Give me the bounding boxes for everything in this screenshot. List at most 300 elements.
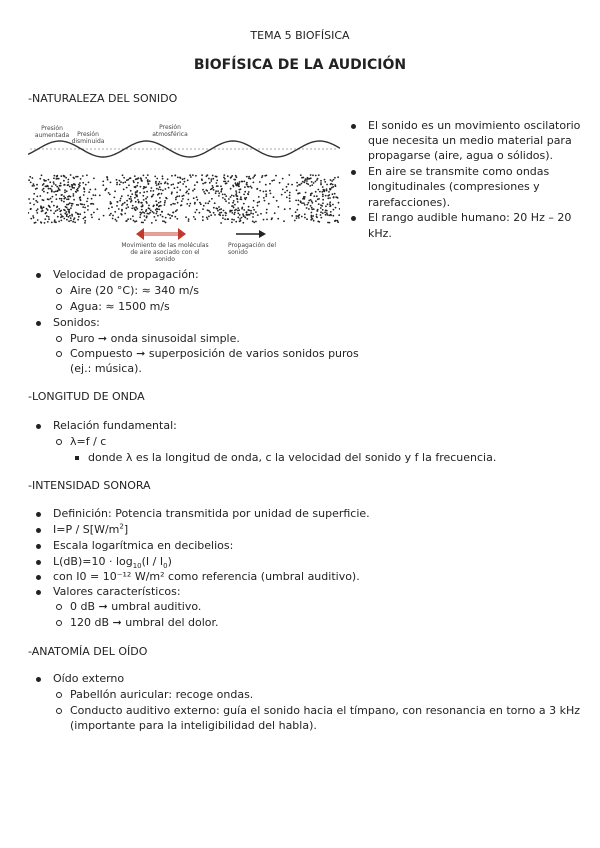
molecule-dot: [206, 190, 208, 192]
molecule-dot: [221, 188, 223, 190]
molecule-dot: [248, 206, 250, 208]
molecule-dot: [327, 203, 329, 205]
molecule-dot: [270, 193, 272, 195]
molecule-dot: [151, 195, 153, 197]
molecule-dot: [215, 176, 217, 178]
molecule-dot: [37, 219, 39, 221]
molecule-dot: [328, 215, 330, 217]
molecule-dot: [289, 208, 291, 210]
molecule-dot: [213, 207, 215, 209]
molecule-dot: [63, 195, 65, 197]
molecule-dot: [260, 213, 262, 215]
label-line: de aire asociado con el sonido: [130, 249, 200, 263]
molecule-dot: [133, 181, 135, 183]
molecule-dot: [177, 177, 179, 179]
molecule-dot: [88, 182, 90, 184]
molecule-dot: [116, 220, 118, 222]
molecule-dot: [41, 174, 43, 176]
molecule-dot: [296, 189, 298, 191]
molecule-dot: [53, 212, 55, 214]
molecule-dot: [308, 208, 310, 210]
molecule-dot: [150, 210, 152, 212]
list-item-definicion: Definición: Potencia transmitida por unidad de superficie.: [53, 507, 370, 520]
molecule-dot: [155, 181, 157, 183]
molecule-dot: [231, 219, 233, 221]
molecule-dot: [310, 205, 312, 207]
molecule-dot: [300, 200, 302, 202]
molecule-dot: [140, 186, 142, 188]
molecule-dot: [239, 214, 241, 216]
molecule-dot: [153, 212, 155, 214]
molecule-dot: [143, 175, 145, 177]
molecule-dot: [32, 215, 34, 217]
molecule-dot: [185, 192, 187, 194]
molecule-dot: [332, 215, 334, 217]
molecule-dot: [237, 212, 239, 214]
molecule-dot: [204, 193, 206, 195]
molecule-dot: [80, 178, 82, 180]
molecule-dot: [117, 216, 119, 218]
molecule-dot: [179, 189, 181, 191]
molecule-dot: [316, 195, 318, 197]
molecule-dot: [44, 222, 46, 224]
molecule-dot: [92, 194, 94, 196]
molecule-dot: [266, 219, 268, 221]
molecule-dot: [119, 184, 121, 186]
molecule-dot: [84, 222, 86, 224]
molecule-dot: [227, 218, 229, 220]
molecule-dot: [294, 220, 296, 222]
molecule-dot: [257, 202, 259, 204]
molecule-dot: [330, 188, 332, 190]
molecule-dot: [265, 184, 267, 186]
molecule-dot: [304, 180, 306, 182]
molecule-dot: [305, 178, 307, 180]
molecule-dot: [269, 190, 271, 192]
molecule-dot: [79, 213, 81, 215]
molecule-dot: [59, 185, 61, 187]
molecule-dot: [78, 213, 80, 215]
molecule-dot: [142, 204, 144, 206]
molecule-dot: [222, 217, 224, 219]
molecule-dot: [212, 178, 214, 180]
right-bullet-1-line-1: El sonido es un movimiento oscilatorio: [368, 119, 581, 132]
molecule-dot: [123, 189, 125, 191]
molecule-dot: [77, 188, 79, 190]
molecule-dot: [224, 218, 226, 220]
molecule-dot: [298, 184, 300, 186]
molecule-dot: [112, 215, 114, 217]
molecule-dot: [54, 219, 56, 221]
molecule-dot: [273, 179, 275, 181]
molecule-dot: [218, 195, 220, 197]
molecule-dot: [338, 202, 340, 204]
list-item-pabellon: Pabellón auricular: recoge ondas.: [70, 688, 254, 701]
molecule-dot: [313, 208, 315, 210]
molecule-dot: [246, 176, 248, 178]
molecule-dot: [58, 187, 60, 189]
molecule-dot: [86, 174, 88, 176]
right-bullet-1-line-2: que necesita un medio material para: [368, 134, 572, 147]
molecule-dot: [145, 186, 147, 188]
molecule-dot: [244, 191, 246, 193]
molecule-dot: [333, 196, 335, 198]
molecule-dot: [194, 218, 196, 220]
molecule-dot: [68, 212, 70, 214]
molecule-dot: [66, 198, 68, 200]
molecule-dot: [174, 187, 176, 189]
molecule-dot: [246, 211, 248, 213]
molecule-dot: [322, 209, 324, 211]
molecule-dot: [282, 178, 284, 180]
molecule-dot: [320, 182, 322, 184]
molecule-dot: [143, 186, 145, 188]
molecule-dot: [43, 191, 45, 193]
molecule-dot: [321, 205, 323, 207]
molecule-dot: [40, 221, 42, 223]
molecule-dot: [274, 212, 276, 214]
molecule-dot: [188, 193, 190, 195]
molecule-dot: [33, 193, 35, 195]
molecule-dot: [113, 197, 115, 199]
molecule-dot: [209, 182, 211, 184]
molecule-dot: [43, 179, 45, 181]
molecule-dot: [53, 205, 55, 207]
molecule-dot: [296, 209, 298, 211]
molecule-dot: [56, 206, 58, 208]
molecule-motion-arrow: [136, 228, 186, 240]
molecule-dot: [224, 194, 226, 196]
molecule-dot: [165, 217, 167, 219]
section-heading-anatomia: -ANATOMÍA DEL OÍDO: [28, 645, 148, 658]
molecule-dot: [55, 194, 57, 196]
molecule-dot: [135, 193, 137, 195]
molecule-dot: [45, 186, 47, 188]
molecule-dot: [252, 207, 254, 209]
molecule-dot: [48, 179, 50, 181]
ldb-text: L(dB)=10 · log: [53, 555, 133, 568]
molecule-dot: [203, 205, 205, 207]
molecule-dot: [246, 214, 248, 216]
molecule-dot: [201, 174, 203, 176]
molecule-dot: [162, 175, 164, 177]
molecule-dot: [63, 180, 65, 182]
molecule-dot: [171, 191, 173, 193]
molecule-dot: [240, 188, 242, 190]
molecule-dot: [73, 199, 75, 201]
molecule-dot: [310, 193, 312, 195]
molecule-dot: [220, 191, 222, 193]
molecule-dot: [219, 212, 221, 214]
molecule-dot: [83, 194, 85, 196]
list-item-compuesto-cont: (ej.: música).: [70, 362, 142, 375]
molecule-dot: [187, 199, 189, 201]
molecule-dot: [56, 186, 58, 188]
molecule-dot: [328, 191, 330, 193]
molecule-dot: [60, 182, 62, 184]
molecule-dot: [263, 219, 265, 221]
molecule-dot: [207, 218, 209, 220]
molecule-dot: [54, 175, 56, 177]
molecule-dot: [159, 181, 161, 183]
molecule-dot: [337, 197, 339, 199]
molecule-dot: [59, 189, 61, 191]
molecule-dot: [152, 211, 154, 213]
molecule-dot: [91, 214, 93, 216]
molecule-dot: [160, 214, 162, 216]
list-item-con: con I0 = 10⁻¹² W/m² como referencia (umbral auditivo).: [53, 570, 360, 583]
molecule-dot: [233, 195, 235, 197]
molecule-dot: [131, 200, 133, 202]
molecule-dot: [134, 175, 136, 177]
molecule-dot: [325, 214, 327, 216]
molecule-dot: [110, 203, 112, 205]
molecule-dot: [164, 200, 166, 202]
list-item-oido-externo: Oído externo: [53, 672, 125, 685]
molecule-dot: [211, 178, 213, 180]
molecule-dot: [326, 184, 328, 186]
molecule-dot: [185, 186, 187, 188]
molecule-dot: [234, 209, 236, 211]
molecule-dot: [73, 195, 75, 197]
molecule-dot: [298, 217, 300, 219]
molecule-dot: [130, 198, 132, 200]
molecule-dot: [210, 214, 212, 216]
molecule-dot: [224, 198, 226, 200]
molecule-dot: [98, 218, 100, 220]
molecule-dot: [323, 190, 325, 192]
molecule-dot: [151, 222, 153, 224]
molecule-dot: [136, 191, 138, 193]
ip-exponent: 2: [119, 522, 124, 531]
molecule-dot: [30, 182, 32, 184]
label-line: Presión: [159, 124, 181, 131]
molecule-dot: [203, 191, 205, 193]
molecule-dot: [66, 204, 68, 206]
molecule-dot: [69, 215, 71, 217]
molecule-dot: [35, 222, 37, 224]
molecule-dot: [184, 178, 186, 180]
molecule-dot: [116, 205, 118, 207]
molecule-dot: [82, 182, 84, 184]
molecule-dot: [78, 216, 80, 218]
molecule-dot: [194, 188, 196, 190]
molecule-dot: [255, 221, 257, 223]
molecule-dot: [284, 208, 286, 210]
molecule-dot: [60, 220, 62, 222]
molecule-dot: [239, 191, 241, 193]
ldb-sub: 10: [132, 562, 142, 571]
molecule-dot: [245, 197, 247, 199]
molecule-dot: [243, 181, 245, 183]
molecule-dot: [130, 218, 132, 220]
molecule-dot: [237, 199, 239, 201]
molecule-dot: [322, 199, 324, 201]
molecule-dot: [165, 188, 167, 190]
molecule-dot: [158, 189, 160, 191]
molecule-dot: [196, 209, 198, 211]
molecule-dot: [141, 222, 143, 224]
ldb-text: ): [167, 555, 172, 568]
molecule-dot: [150, 190, 152, 192]
molecule-dot: [93, 212, 95, 214]
molecule-dot: [176, 192, 178, 194]
molecule-dot: [225, 183, 227, 185]
molecule-dot: [289, 194, 291, 196]
molecule-dot: [146, 213, 148, 215]
molecule-dot: [335, 220, 337, 222]
molecule-dot: [134, 197, 136, 199]
molecule-dot: [208, 216, 210, 218]
molecule-dot: [70, 189, 72, 191]
molecule-dot: [67, 184, 69, 186]
molecule-dot: [214, 202, 216, 204]
molecule-dot: [302, 181, 304, 183]
molecule-dot: [298, 200, 300, 202]
molecule-dot: [127, 206, 129, 208]
molecule-dot: [320, 217, 322, 219]
label-line: Movimiento de las moléculas: [121, 242, 209, 249]
list-item-conducto-cont: (importante para la inteligibilidad del habla).: [70, 719, 317, 732]
molecule-dot: [122, 182, 124, 184]
molecule-dot: [136, 185, 138, 187]
molecule-dot: [200, 203, 202, 205]
molecule-dot: [220, 185, 222, 187]
molecule-dot: [327, 214, 329, 216]
molecule-dot: [306, 207, 308, 209]
molecule-dot: [164, 204, 166, 206]
molecule-dot: [71, 214, 73, 216]
molecule-dot: [271, 217, 273, 219]
molecule-dot: [321, 191, 323, 193]
molecule-dot: [124, 213, 126, 215]
molecule-dot: [117, 201, 119, 203]
list-item-donde: donde λ es la longitud de onda, c la velocidad del sonido y f la frecuencia.: [88, 451, 497, 464]
molecule-dot: [202, 183, 204, 185]
molecule-dot: [297, 185, 299, 187]
molecule-dot: [36, 196, 38, 198]
molecule-dot: [185, 216, 187, 218]
molecule-dot: [311, 209, 313, 211]
molecule-dot: [331, 187, 333, 189]
molecule-dot: [143, 191, 145, 193]
molecule-dot: [337, 221, 339, 223]
molecule-dot: [289, 192, 291, 194]
molecule-dot: [95, 194, 97, 196]
molecule-dot: [131, 193, 133, 195]
molecule-dot: [271, 180, 273, 182]
molecule-dot: [202, 219, 204, 221]
molecule-dot: [266, 209, 268, 211]
molecule-dot: [295, 211, 297, 213]
molecule-dot: [77, 176, 79, 178]
molecule-dot: [154, 216, 156, 218]
molecule-dot: [332, 193, 334, 195]
molecule-dot: [66, 219, 68, 221]
right-bullet-3-line-1: El rango audible humano: 20 Hz – 20: [368, 211, 572, 224]
section-heading-longitud: -LONGITUD DE ONDA: [28, 390, 145, 403]
molecule-dot: [311, 184, 313, 186]
molecule-dot: [116, 179, 118, 181]
label-line: Presión: [41, 125, 63, 132]
molecule-dot: [103, 215, 105, 217]
molecule-dot: [59, 198, 61, 200]
molecule-dot: [231, 212, 233, 214]
molecule-dot: [149, 180, 151, 182]
molecule-dot: [37, 208, 39, 210]
molecule-dot: [158, 184, 160, 186]
molecule-dot: [160, 189, 162, 191]
molecule-dot: [296, 182, 298, 184]
molecule-dot: [202, 208, 204, 210]
molecule-dot: [332, 204, 334, 206]
molecule-dot: [286, 186, 288, 188]
molecule-dot: [79, 196, 81, 198]
molecule-dot: [141, 202, 143, 204]
molecule-dot: [151, 187, 153, 189]
list-item-escala: Escala logarítmica en decibelios:: [53, 539, 234, 552]
molecule-dot: [235, 194, 237, 196]
molecule-dot: [58, 221, 60, 223]
ldb-sub: 0: [163, 562, 168, 571]
molecule-dot: [64, 191, 66, 193]
molecule-dot: [320, 211, 322, 213]
molecule-dot: [158, 193, 160, 195]
molecule-dot: [278, 206, 280, 208]
molecule-dot: [153, 205, 155, 207]
molecule-dot: [155, 209, 157, 211]
molecule-dot: [32, 185, 34, 187]
molecule-dot: [60, 210, 62, 212]
molecule-dot: [225, 212, 227, 214]
molecule-dot: [119, 180, 121, 182]
molecule-dot: [85, 184, 87, 186]
molecule-dot: [102, 184, 104, 186]
molecule-dot: [63, 209, 65, 211]
molecule-dot: [156, 211, 158, 213]
molecule-dot: [190, 176, 192, 178]
molecule-dot: [141, 209, 143, 211]
molecule-dot: [48, 218, 50, 220]
molecule-dot: [320, 180, 322, 182]
molecule-dot: [233, 213, 235, 215]
molecule-dot: [110, 213, 112, 215]
molecule-dot: [215, 190, 217, 192]
molecule-dot: [243, 209, 245, 211]
molecule-dot: [84, 212, 86, 214]
molecule-dot: [304, 182, 306, 184]
molecule-dot: [121, 195, 123, 197]
molecule-dot: [81, 204, 83, 206]
molecule-dot: [171, 175, 173, 177]
molecule-dot: [239, 221, 241, 223]
molecule-dot: [209, 200, 211, 202]
molecule-dot: [227, 175, 229, 177]
molecule-dot: [160, 201, 162, 203]
molecule-dot: [148, 213, 150, 215]
molecule-dot: [65, 211, 67, 213]
molecule-dot: [330, 211, 332, 213]
molecule-dot: [334, 193, 336, 195]
molecule-dot: [130, 196, 132, 198]
molecule-dot: [164, 202, 166, 204]
molecule-dot: [136, 220, 138, 222]
molecule-dot: [33, 198, 35, 200]
molecule-dot: [241, 217, 243, 219]
molecule-dot: [237, 195, 239, 197]
molecule-dot: [265, 195, 267, 197]
molecule-dot: [216, 182, 218, 184]
